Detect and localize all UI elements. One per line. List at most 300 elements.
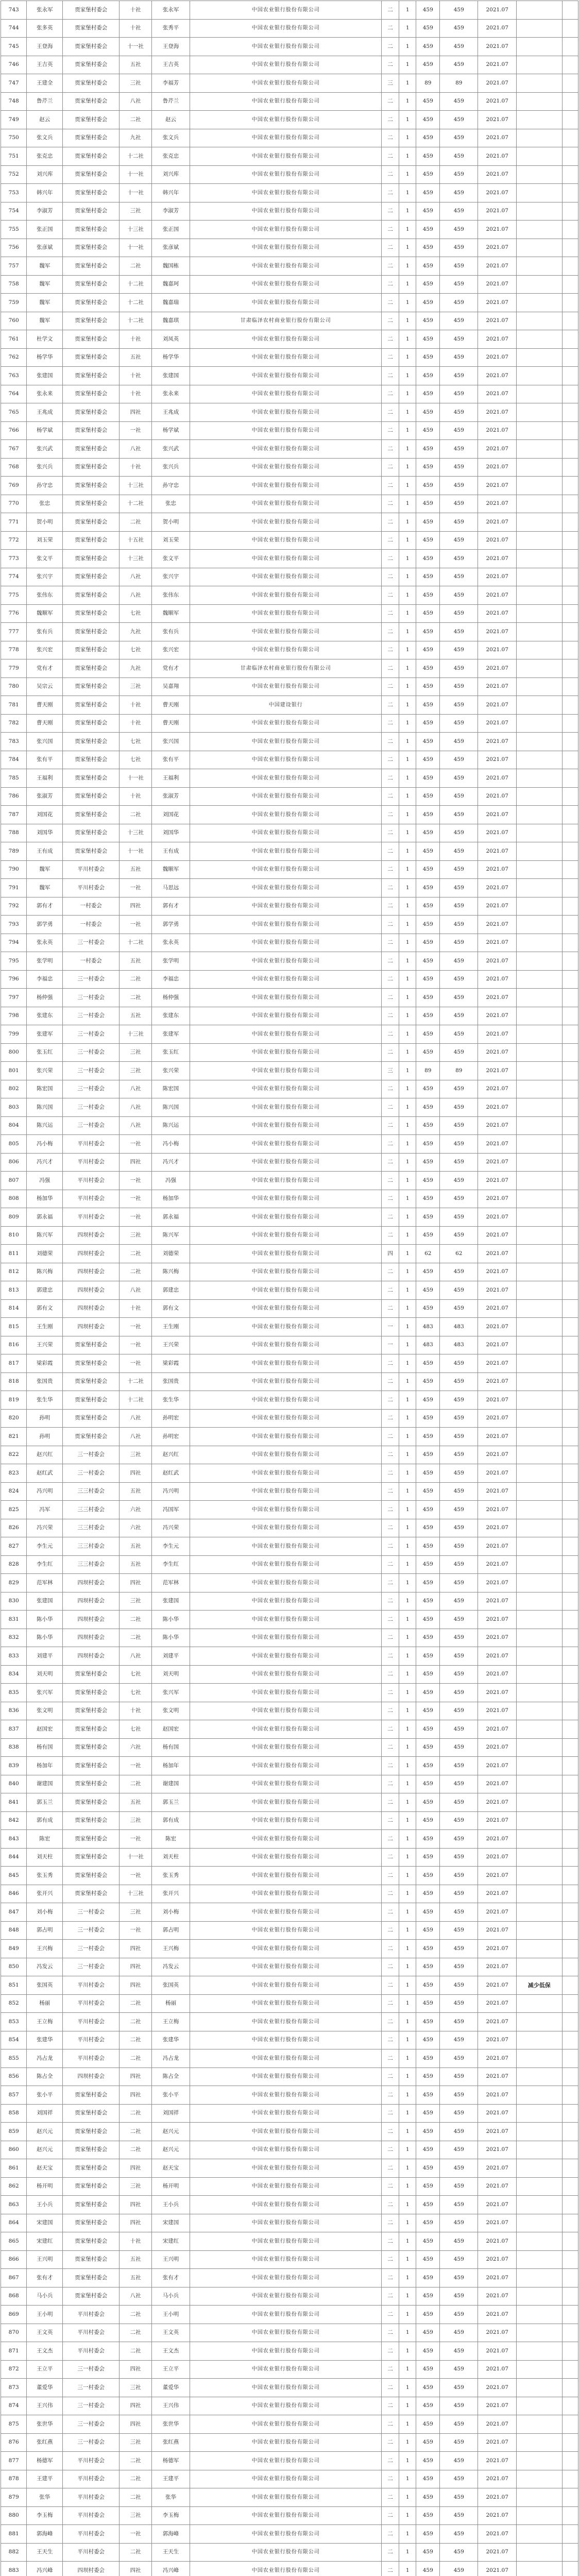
head-name-cell: 张建国 (27, 367, 63, 385)
payee-name-cell: 王立平 (151, 2360, 190, 2379)
village-committee-cell: 贾家堡村委会 (63, 1428, 120, 1446)
month-cell: 2021.07 (478, 1501, 516, 1519)
payee-name-cell: 陈兴国 (151, 1098, 190, 1117)
amount-cell: 459 (440, 2525, 478, 2544)
payee-name-cell: 王生刚 (151, 1318, 190, 1336)
persons-cell: 1 (399, 1501, 416, 1519)
persons-cell: 1 (399, 1482, 416, 1501)
village-committee-cell: 三一村委会 (63, 1446, 120, 1464)
payee-name-cell: 杨加华 (151, 1190, 190, 1208)
village-committee-cell: 贾家堡村委会 (63, 2159, 120, 2178)
persons-cell: 1 (399, 385, 416, 403)
row-number-cell: 796 (1, 970, 27, 989)
payee-name-cell: 张开兴 (151, 1885, 190, 1903)
persons-cell: 1 (399, 2415, 416, 2434)
payee-name-cell: 王文英 (151, 2324, 190, 2342)
standard-cell: 459 (416, 1482, 440, 1501)
blank-cell (562, 2123, 578, 2141)
month-cell: 2021.07 (478, 38, 516, 56)
payee-name-cell: 刘建平 (151, 1647, 190, 1666)
head-name-cell: 张生华 (27, 1391, 63, 1410)
amount-cell: 459 (440, 916, 478, 934)
standard-cell: 459 (416, 440, 440, 459)
group-cell: 五社 (120, 56, 151, 74)
blank-cell (562, 897, 578, 916)
row-number-cell: 831 (1, 1611, 27, 1629)
payee-name-cell: 冯兴明 (151, 1482, 190, 1501)
blank-cell (562, 495, 578, 513)
month-cell: 2021.07 (478, 751, 516, 769)
blank-cell (562, 1629, 578, 1647)
note-cell (516, 733, 562, 751)
row-number-cell: 776 (1, 604, 27, 623)
bank-name-cell: 中国农业银行股份有限公司 (190, 2525, 382, 2544)
payee-name-cell: 杨学华 (151, 348, 190, 367)
standard-cell: 459 (416, 2177, 440, 2196)
month-cell: 2021.07 (478, 1263, 516, 1281)
bank-name-cell: 中国农业银行股份有限公司 (190, 1848, 382, 1867)
note-cell (516, 550, 562, 568)
standard-cell: 459 (416, 696, 440, 715)
category-cell: 二 (382, 623, 399, 641)
note-cell (516, 92, 562, 111)
village-committee-cell: 贾家堡村委会 (63, 1867, 120, 1885)
payee-name-cell: 刘玉荣 (151, 531, 190, 550)
payee-name-cell: 冯发云 (151, 1958, 190, 1976)
payee-name-cell: 杨学斌 (151, 421, 190, 440)
amount-cell: 459 (440, 1775, 478, 1793)
group-cell: 二社 (120, 2031, 151, 2049)
head-name-cell: 郭建忠 (27, 1281, 63, 1300)
head-name-cell: 刘德荣 (27, 1245, 63, 1263)
standard-cell: 459 (416, 2415, 440, 2434)
blank-cell (562, 1793, 578, 1812)
group-cell: 二社 (120, 1629, 151, 1647)
village-committee-cell: 三一村委会 (63, 1940, 120, 1958)
amount-cell: 459 (440, 1043, 478, 1062)
group-cell: 三社 (120, 1062, 151, 1080)
category-cell: 二 (382, 440, 399, 459)
standard-cell: 459 (416, 2433, 440, 2452)
month-cell: 2021.07 (478, 1994, 516, 2013)
amount-cell: 459 (440, 733, 478, 751)
amount-cell: 459 (440, 2159, 478, 2178)
standard-cell: 459 (416, 2470, 440, 2488)
blank-cell (562, 1738, 578, 1757)
standard-cell: 459 (416, 550, 440, 568)
village-committee-cell: 贾家堡村委会 (63, 184, 120, 202)
group-cell: 七社 (120, 1684, 151, 1702)
bank-name-cell: 中国农业银行股份有限公司 (190, 1446, 382, 1464)
persons-cell: 1 (399, 531, 416, 550)
village-committee-cell: 贾家堡村委会 (63, 92, 120, 111)
amount-cell: 459 (440, 257, 478, 276)
bank-name-cell: 中国农业银行股份有限公司 (190, 2543, 382, 2562)
blank-cell (562, 56, 578, 74)
table-row (1, 495, 578, 513)
month-cell: 2021.07 (478, 19, 516, 38)
group-cell: 十一社 (120, 38, 151, 56)
persons-cell: 1 (399, 1354, 416, 1373)
payee-name-cell: 张兴武 (151, 440, 190, 459)
note-cell (516, 202, 562, 221)
table-row (1, 1519, 578, 1537)
category-cell: 二 (382, 221, 399, 239)
bank-name-cell: 中国农业银行股份有限公司 (190, 1372, 382, 1391)
amount-cell: 459 (440, 330, 478, 349)
head-name-cell: 冯发云 (27, 1958, 63, 1976)
payee-name-cell: 张建国 (151, 367, 190, 385)
village-committee-cell: 贾家堡村委会 (63, 1391, 120, 1410)
payee-name-cell: 李福忠 (151, 970, 190, 989)
group-cell: 八社 (120, 92, 151, 111)
row-number-cell: 858 (1, 2104, 27, 2123)
blank-cell (562, 19, 578, 38)
village-committee-cell: 平川村委会 (63, 2525, 120, 2544)
amount-cell: 483 (440, 1336, 478, 1354)
head-name-cell: 王天生 (27, 2543, 63, 2562)
bank-name-cell: 中国农业银行股份有限公司 (190, 2342, 382, 2361)
month-cell: 2021.07 (478, 74, 516, 93)
village-committee-cell: 贾家堡村委会 (63, 1702, 120, 1720)
table-row (1, 696, 578, 715)
amount-cell: 459 (440, 1811, 478, 1830)
note-cell (516, 2470, 562, 2488)
group-cell: 四社 (120, 2415, 151, 2434)
blank-cell (562, 2269, 578, 2287)
bank-name-cell: 中国农业银行股份有限公司 (190, 239, 382, 257)
amount-cell: 459 (440, 1, 478, 20)
amount-cell: 459 (440, 38, 478, 56)
month-cell: 2021.07 (478, 1574, 516, 1592)
blank-cell (562, 1062, 578, 1080)
blank-cell (562, 769, 578, 788)
bank-name-cell: 中国农业银行股份有限公司 (190, 1793, 382, 1812)
row-number-cell: 837 (1, 1720, 27, 1739)
persons-cell: 1 (399, 275, 416, 294)
bank-name-cell: 中国农业银行股份有限公司 (190, 38, 382, 56)
month-cell: 2021.07 (478, 458, 516, 477)
standard-cell: 459 (416, 641, 440, 659)
standard-cell: 459 (416, 257, 440, 276)
payee-name-cell: 刘德荣 (151, 1245, 190, 1263)
month-cell: 2021.07 (478, 1354, 516, 1373)
blank-cell (562, 1318, 578, 1336)
month-cell: 2021.07 (478, 1409, 516, 1428)
payee-name-cell: 冯兴荣 (151, 1519, 190, 1537)
payee-name-cell: 曹天刚 (151, 714, 190, 733)
row-number-cell: 754 (1, 202, 27, 221)
row-number-cell: 791 (1, 879, 27, 897)
village-committee-cell: 贾家堡村委会 (63, 477, 120, 495)
bank-name-cell: 中国农业银行股份有限公司 (190, 531, 382, 550)
payee-name-cell: 赵国宏 (151, 1720, 190, 1739)
month-cell: 2021.07 (478, 330, 516, 349)
blank-cell (562, 1811, 578, 1830)
blank-cell (562, 751, 578, 769)
standard-cell: 459 (416, 2379, 440, 2397)
note-cell (516, 2123, 562, 2141)
persons-cell: 1 (399, 111, 416, 129)
table-row (1, 952, 578, 971)
table-row (1, 1135, 578, 1154)
bank-name-cell: 中国农业银行股份有限公司 (190, 1043, 382, 1062)
amount-cell: 459 (440, 421, 478, 440)
bank-name-cell: 中国农业银行股份有限公司 (190, 2250, 382, 2269)
head-name-cell: 谢建国 (27, 1775, 63, 1793)
head-name-cell: 魏军 (27, 275, 63, 294)
head-name-cell: 冯兴峰 (27, 2562, 63, 2576)
village-committee-cell: 贾家堡村委会 (63, 604, 120, 623)
persons-cell: 1 (399, 550, 416, 568)
bank-name-cell: 中国农业银行股份有限公司 (190, 1409, 382, 1428)
standard-cell: 459 (416, 513, 440, 532)
category-cell: 二 (382, 1611, 399, 1629)
village-committee-cell: 三三村委会 (63, 1537, 120, 1556)
table-row (1, 1446, 578, 1464)
persons-cell: 1 (399, 1464, 416, 1483)
table-row (1, 1793, 578, 1812)
note-cell (516, 1043, 562, 1062)
row-number-cell: 854 (1, 2031, 27, 2049)
bank-name-cell: 中国农业银行股份有限公司 (190, 2433, 382, 2452)
persons-cell: 1 (399, 2159, 416, 2178)
village-committee-cell: 贾家堡村委会 (63, 568, 120, 586)
bank-name-cell: 中国农业银行股份有限公司 (190, 897, 382, 916)
group-cell: 九社 (120, 623, 151, 641)
table-row (1, 1903, 578, 1922)
persons-cell: 1 (399, 1811, 416, 1830)
head-name-cell: 王登海 (27, 38, 63, 56)
village-committee-cell: 四坝村委会 (63, 1318, 120, 1336)
month-cell: 2021.07 (478, 421, 516, 440)
table-row (1, 221, 578, 239)
amount-cell: 459 (440, 2415, 478, 2434)
amount-cell: 459 (440, 2360, 478, 2379)
bank-name-cell: 中国农业银行股份有限公司 (190, 2013, 382, 2031)
table-row (1, 165, 578, 184)
village-committee-cell: 三三村委会 (63, 1482, 120, 1501)
blank-cell (562, 1611, 578, 1629)
payee-name-cell: 赵云 (151, 111, 190, 129)
head-name-cell: 郭占明 (27, 1921, 63, 1940)
group-cell: 四社 (120, 2360, 151, 2379)
row-number-cell: 762 (1, 348, 27, 367)
blank-cell (562, 1684, 578, 1702)
payee-name-cell: 王兴伟 (151, 2397, 190, 2415)
note-cell (516, 1226, 562, 1245)
standard-cell: 459 (416, 1775, 440, 1793)
category-cell: 二 (382, 1958, 399, 1976)
table-row (1, 2104, 578, 2123)
village-committee-cell: 贾家堡村委会 (63, 1830, 120, 1849)
amount-cell: 459 (440, 1226, 478, 1245)
category-cell: 二 (382, 330, 399, 349)
category-cell: 二 (382, 1519, 399, 1537)
standard-cell: 459 (416, 1263, 440, 1281)
head-name-cell: 郭有成 (27, 1811, 63, 1830)
month-cell: 2021.07 (478, 1519, 516, 1537)
head-name-cell: 张小平 (27, 2086, 63, 2105)
row-number-cell: 835 (1, 1684, 27, 1702)
month-cell: 2021.07 (478, 989, 516, 1007)
payee-name-cell: 赵兴元 (151, 2123, 190, 2141)
standard-cell: 459 (416, 787, 440, 806)
table-row (1, 184, 578, 202)
standard-cell: 459 (416, 129, 440, 147)
group-cell: 三社 (120, 1811, 151, 1830)
group-cell: 一社 (120, 1921, 151, 1940)
head-name-cell: 王建全 (27, 74, 63, 93)
head-name-cell: 李生红 (27, 1555, 63, 1574)
blank-cell (562, 1409, 578, 1428)
table-row (1, 2196, 578, 2214)
amount-cell: 459 (440, 1354, 478, 1373)
table-row (1, 2470, 578, 2488)
category-cell: 二 (382, 2104, 399, 2123)
blank-cell (562, 1885, 578, 1903)
payee-name-cell: 张兴宇 (151, 568, 190, 586)
note-cell (516, 2342, 562, 2361)
bank-name-cell: 中国农业银行股份有限公司 (190, 1245, 382, 1263)
head-name-cell: 杨丽 (27, 1994, 63, 2013)
payee-name-cell: 魏顺军 (151, 604, 190, 623)
amount-cell: 459 (440, 2543, 478, 2562)
bank-name-cell: 中国农业银行股份有限公司 (190, 1811, 382, 1830)
bank-name-cell: 中国农业银行股份有限公司 (190, 1190, 382, 1208)
persons-cell: 1 (399, 568, 416, 586)
row-number-cell: 816 (1, 1336, 27, 1354)
persons-cell: 1 (399, 641, 416, 659)
blank-cell (562, 2433, 578, 2452)
amount-cell: 459 (440, 2506, 478, 2525)
bank-name-cell: 中国农业银行股份有限公司 (190, 1135, 382, 1154)
table-row (1, 2342, 578, 2361)
note-cell (516, 1116, 562, 1135)
amount-cell: 459 (440, 2287, 478, 2306)
note-cell (516, 1811, 562, 1830)
category-cell: 二 (382, 1409, 399, 1428)
group-cell: 二社 (120, 2104, 151, 2123)
village-committee-cell: 贾家堡村委会 (63, 1684, 120, 1702)
village-committee-cell: 三三村委会 (63, 1501, 120, 1519)
month-cell: 2021.07 (478, 257, 516, 276)
standard-cell: 459 (416, 2214, 440, 2232)
blank-cell (562, 970, 578, 989)
head-name-cell: 宋建红 (27, 2232, 63, 2251)
row-number-cell: 852 (1, 1994, 27, 2013)
blank-cell (562, 604, 578, 623)
persons-cell: 1 (399, 2269, 416, 2287)
village-committee-cell: 贾家堡村委会 (63, 806, 120, 824)
payee-name-cell: 张兴国 (151, 733, 190, 751)
table-row (1, 1007, 578, 1025)
group-cell: 十三社 (120, 1885, 151, 1903)
payee-name-cell: 王建平 (151, 2470, 190, 2488)
month-cell: 2021.07 (478, 1611, 516, 1629)
note-cell (516, 1885, 562, 1903)
payee-name-cell: 郭建忠 (151, 1281, 190, 1300)
blank-cell (562, 586, 578, 605)
table-row (1, 1940, 578, 1958)
payee-name-cell: 陈兴军 (151, 1226, 190, 1245)
village-committee-cell: 平川村委会 (63, 2306, 120, 2324)
month-cell: 2021.07 (478, 1025, 516, 1044)
category-cell: 二 (382, 19, 399, 38)
bank-name-cell: 中国建设银行 (190, 696, 382, 715)
table-row (1, 531, 578, 550)
category-cell: 二 (382, 1629, 399, 1647)
group-cell: 七社 (120, 733, 151, 751)
month-cell: 2021.07 (478, 1482, 516, 1501)
table-row (1, 1062, 578, 1080)
note-cell: 减少低保 (516, 1976, 562, 1995)
persons-cell: 1 (399, 2324, 416, 2342)
group-cell: 一社 (120, 916, 151, 934)
row-number-cell: 867 (1, 2269, 27, 2287)
payee-name-cell: 陈小华 (151, 1629, 190, 1647)
bank-name-cell: 中国农业银行股份有限公司 (190, 714, 382, 733)
group-cell: 十社 (120, 385, 151, 403)
table-row (1, 1153, 578, 1172)
note-cell (516, 952, 562, 971)
category-cell: 二 (382, 2269, 399, 2287)
standard-cell: 459 (416, 1281, 440, 1300)
category-cell: 二 (382, 2543, 399, 2562)
month-cell: 2021.07 (478, 56, 516, 74)
note-cell (516, 312, 562, 330)
table-row (1, 477, 578, 495)
bank-name-cell: 中国农业银行股份有限公司 (190, 1208, 382, 1227)
month-cell: 2021.07 (478, 221, 516, 239)
group-cell: 五社 (120, 1007, 151, 1025)
table-row (1, 1921, 578, 1940)
group-cell: 八社 (120, 1281, 151, 1300)
persons-cell: 1 (399, 1720, 416, 1739)
bank-name-cell: 中国农业银行股份有限公司 (190, 513, 382, 532)
group-cell: 十社 (120, 458, 151, 477)
bank-name-cell: 中国农业银行股份有限公司 (190, 1501, 382, 1519)
payee-name-cell: 张彦斌 (151, 239, 190, 257)
note-cell (516, 2196, 562, 2214)
month-cell: 2021.07 (478, 2543, 516, 2562)
note-cell (516, 879, 562, 897)
blank-cell (562, 842, 578, 861)
standard-cell: 459 (416, 2049, 440, 2068)
group-cell: 二社 (120, 2141, 151, 2159)
month-cell: 2021.07 (478, 2452, 516, 2470)
blank-cell (562, 2067, 578, 2086)
blank-cell (562, 1098, 578, 1117)
payee-name-cell: 王兴梅 (151, 1940, 190, 1958)
blank-cell (562, 1, 578, 20)
bank-name-cell: 中国农业银行股份有限公司 (190, 2269, 382, 2287)
category-cell: 二 (382, 2342, 399, 2361)
table-row (1, 1354, 578, 1373)
village-committee-cell: 四坝村委会 (63, 1245, 120, 1263)
payee-name-cell: 谢建国 (151, 1775, 190, 1793)
group-cell: 五社 (120, 2269, 151, 2287)
blank-cell (562, 1446, 578, 1464)
village-committee-cell: 贾家堡村委会 (63, 2214, 120, 2232)
payee-name-cell: 孙守忠 (151, 477, 190, 495)
table-row (1, 2452, 578, 2470)
group-cell: 十一社 (120, 842, 151, 861)
note-cell (516, 1958, 562, 1976)
village-committee-cell: 贾家堡村委会 (63, 1720, 120, 1739)
table-row (1, 1867, 578, 1885)
head-name-cell: 张淑芳 (27, 787, 63, 806)
